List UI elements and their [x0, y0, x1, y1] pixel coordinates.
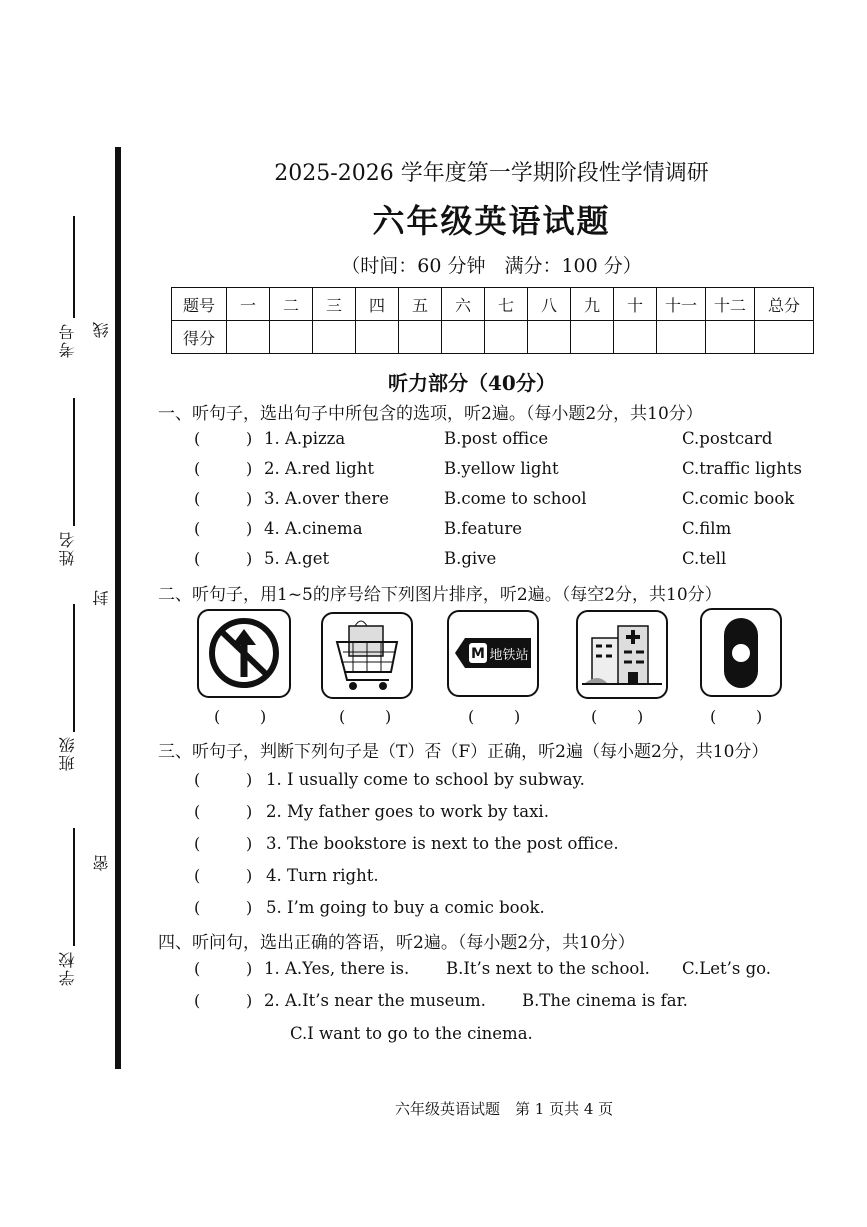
- q1-option-c: C.film: [682, 519, 732, 538]
- q4-option-b: B.It’s next to the school.: [446, 959, 650, 978]
- q1-option-c: C.comic book: [682, 489, 795, 508]
- paren-close: ): [637, 707, 644, 726]
- q3-title: 三、听句子，判断下列句子是（T）否（F）正确，听2遍（每小题2分，共10分）: [158, 742, 769, 762]
- paren-open: (: [591, 707, 598, 726]
- paren-open: (: [194, 489, 201, 508]
- col-10: 十: [614, 288, 657, 321]
- picture-no-straight: [197, 609, 291, 698]
- exam-title: 2025-2026 学年度第一学期阶段性学情调研: [274, 161, 709, 186]
- score-table-label: 题号: [172, 288, 227, 321]
- no-straight-sign-icon: [199, 611, 289, 696]
- q1-option-b: B.feature: [444, 519, 522, 538]
- paren-close: ): [246, 802, 253, 821]
- q4-option-a: 2. A.It’s near the museum.: [264, 991, 486, 1010]
- paren-open: (: [194, 429, 201, 448]
- paren-close: ): [246, 429, 253, 448]
- paren-close: ): [246, 770, 253, 789]
- school-label: 学校: [58, 950, 77, 986]
- seal-line-text: 线: [92, 322, 111, 338]
- picture-answer-blank[interactable]: [710, 707, 762, 726]
- score-cell[interactable]: [313, 321, 356, 354]
- col-9: 九: [571, 288, 614, 321]
- subway-sign-text: 地铁站: [489, 648, 529, 663]
- answer-blank[interactable]: [194, 802, 252, 821]
- school-line: [73, 828, 75, 946]
- col-1: 一: [227, 288, 270, 321]
- score-cell[interactable]: [270, 321, 313, 354]
- paren-open: (: [194, 802, 201, 821]
- seal-feng-text: 封: [92, 590, 111, 606]
- q3-statement: 4. Turn right.: [266, 866, 379, 885]
- score-cell[interactable]: [657, 321, 706, 354]
- class-line: [73, 604, 75, 732]
- paren-open: (: [339, 707, 346, 726]
- paren-open: (: [194, 519, 201, 538]
- col-2: 二: [270, 288, 313, 321]
- score-table-score-row: [172, 321, 814, 354]
- paren-open: (: [194, 866, 201, 885]
- answer-blank[interactable]: [194, 770, 252, 789]
- q3-statement: 1. I usually come to school by subway.: [266, 770, 585, 789]
- subject-title: 六年级英语试题: [372, 202, 611, 240]
- svg-text:M: M: [471, 646, 485, 662]
- listening-section-title: 听力部分（40分）: [388, 371, 556, 395]
- paren-open: (: [468, 707, 475, 726]
- paren-close: ): [260, 707, 267, 726]
- q1-option-a: 5. A.get: [264, 549, 330, 568]
- score-cell[interactable]: [571, 321, 614, 354]
- paren-close: ): [246, 991, 253, 1010]
- q4-option-b: B.The cinema is far.: [522, 991, 688, 1010]
- col-8: 八: [528, 288, 571, 321]
- paren-close: ): [246, 459, 253, 478]
- hospital-building-icon: [578, 612, 666, 697]
- paren-close: ): [246, 834, 253, 853]
- picture-shopping-cart: [321, 612, 413, 699]
- picture-answer-blank[interactable]: [468, 707, 520, 726]
- paren-open: (: [710, 707, 717, 726]
- q1-option-a: 1. A.pizza: [264, 429, 346, 448]
- binding-bar: [115, 147, 121, 1069]
- score-cell[interactable]: [528, 321, 571, 354]
- paren-close: ): [246, 866, 253, 885]
- col-12: 十二: [706, 288, 755, 321]
- q1-option-b: B.post office: [444, 429, 549, 448]
- q4-option-c: C.I want to go to the cinema.: [290, 1024, 533, 1043]
- col-11: 十一: [657, 288, 706, 321]
- col-4: 四: [356, 288, 399, 321]
- answer-blank[interactable]: [194, 549, 252, 568]
- col-5: 五: [399, 288, 442, 321]
- q1-option-b: B.give: [444, 549, 497, 568]
- paren-open: (: [194, 959, 201, 978]
- col-7: 七: [485, 288, 528, 321]
- answer-blank[interactable]: [194, 898, 252, 917]
- q1-option-c: C.postcard: [682, 429, 773, 448]
- answer-blank[interactable]: [194, 866, 252, 885]
- q4-title: 四、听问句，选出正确的答语，听2遍。（每小题2分，共10分）: [158, 933, 635, 953]
- col-total: 总分: [755, 288, 814, 321]
- subway-sign-icon: [449, 612, 537, 695]
- seal-mi-text: 密: [92, 855, 111, 871]
- paren-close: ): [246, 489, 253, 508]
- q1-option-a: 2. A.red light: [264, 459, 374, 478]
- score-cell[interactable]: [227, 321, 270, 354]
- paren-close: ): [246, 898, 253, 917]
- paren-open: (: [194, 991, 201, 1010]
- q1-option-c: C.tell: [682, 549, 727, 568]
- q4-option-a: 1. A.Yes, there is.: [264, 959, 410, 978]
- q1-option-c: C.traffic lights: [682, 459, 802, 478]
- q3-statement: 2. My father goes to work by taxi.: [266, 802, 549, 821]
- picture-hospital: [576, 610, 668, 699]
- answer-blank[interactable]: [194, 459, 252, 478]
- score-cell[interactable]: [485, 321, 528, 354]
- score-cell[interactable]: [706, 321, 755, 354]
- picture-traffic-light: [700, 608, 782, 697]
- paren-close: ): [246, 549, 253, 568]
- q1-option-a: 4. A.cinema: [264, 519, 363, 538]
- score-table: [171, 287, 814, 354]
- q1-option-b: B.yellow light: [444, 459, 559, 478]
- paren-close: ): [246, 519, 253, 538]
- score-cell[interactable]: [399, 321, 442, 354]
- name-label: 姓名: [58, 530, 77, 566]
- page-footer: 六年级英语试题 第 1 页共 4 页: [395, 1100, 614, 1118]
- score-row-label: 得分: [172, 321, 227, 354]
- score-cell[interactable]: [442, 321, 485, 354]
- score-cell[interactable]: [755, 321, 814, 354]
- paren-open: (: [194, 770, 201, 789]
- answer-blank[interactable]: [194, 489, 252, 508]
- exam-no-label: 考号: [58, 322, 77, 358]
- paren-close: ): [385, 707, 392, 726]
- q3-statement: 3. The bookstore is next to the post office.: [266, 834, 619, 853]
- paren-close: ): [246, 959, 253, 978]
- picture-answer-blank[interactable]: [591, 707, 643, 726]
- paren-open: (: [194, 549, 201, 568]
- col-3: 三: [313, 288, 356, 321]
- class-label: 班级: [58, 735, 77, 771]
- score-cell[interactable]: [614, 321, 657, 354]
- answer-blank[interactable]: [194, 991, 252, 1010]
- picture-answer-blank[interactable]: [214, 707, 266, 726]
- q1-title: 一、听句子，选出句子中所包含的选项，听2遍。（每小题2分，共10分）: [158, 404, 703, 424]
- picture-answer-blank[interactable]: [339, 707, 391, 726]
- q3-statement: 5. I’m going to buy a comic book.: [266, 898, 545, 917]
- answer-blank[interactable]: [194, 834, 252, 853]
- answer-blank[interactable]: [194, 429, 252, 448]
- traffic-light-icon: [702, 610, 780, 695]
- paren-close: ): [756, 707, 763, 726]
- q1-option-b: B.come to school: [444, 489, 587, 508]
- col-6: 六: [442, 288, 485, 321]
- shopping-cart-icon: [323, 614, 411, 697]
- paren-open: (: [194, 834, 201, 853]
- q4-option-c: C.Let’s go.: [682, 959, 772, 978]
- paren-close: ): [514, 707, 521, 726]
- paren-open: (: [194, 459, 201, 478]
- paren-open: (: [194, 898, 201, 917]
- score-table-header-row: [172, 288, 814, 321]
- answer-blank[interactable]: [194, 959, 252, 978]
- answer-blank[interactable]: [194, 519, 252, 538]
- picture-subway-sign: [447, 610, 539, 697]
- q1-option-a: 3. A.over there: [264, 489, 389, 508]
- paren-open: (: [214, 707, 221, 726]
- q2-title: 二、听句子，用1~5的序号给下列图片排序，听2遍。（每空2分，共10分）: [158, 585, 722, 605]
- name-line: [73, 398, 75, 526]
- score-cell[interactable]: [356, 321, 399, 354]
- exam-info: （时间：60 分钟 满分：100 分）: [341, 255, 642, 277]
